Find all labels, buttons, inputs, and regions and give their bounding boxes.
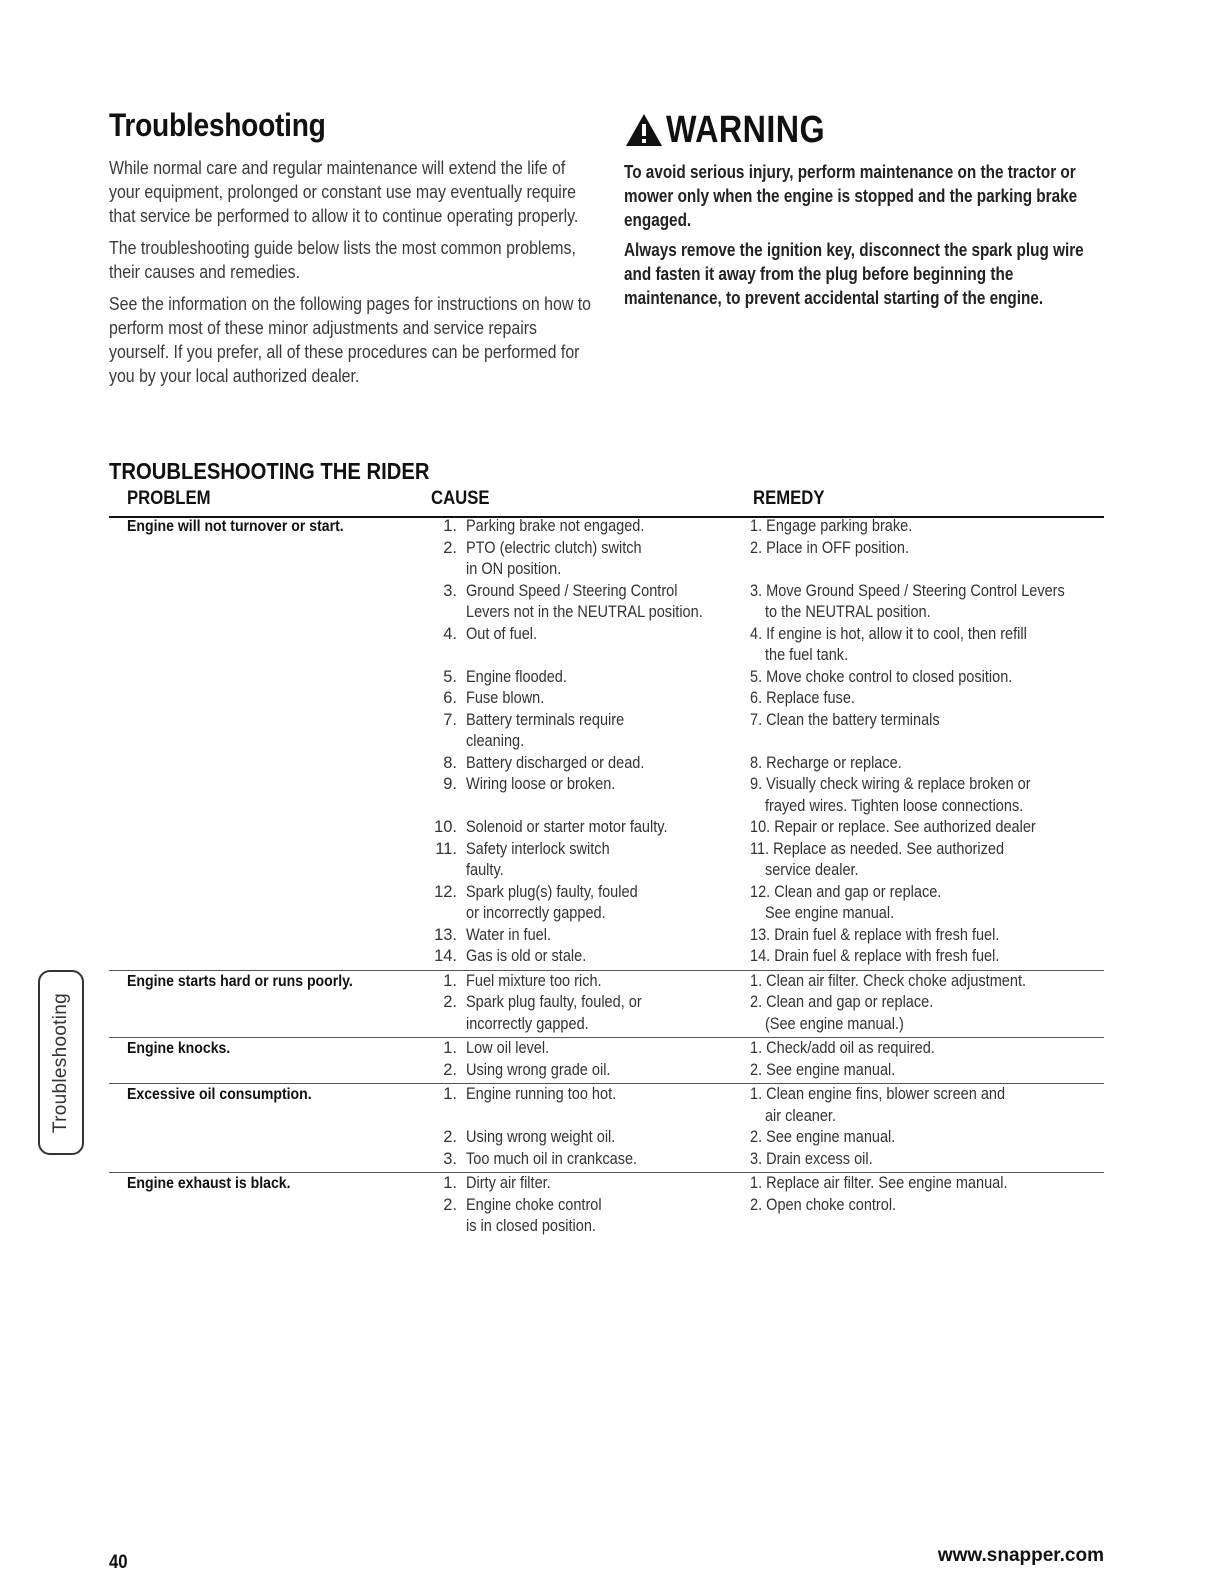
cause-line: in ON position. [466,560,562,578]
cause-line: Fuse blown. [466,689,545,707]
remedy-cell [750,774,1102,817]
problem-label: Excessive oil consumption. [127,1086,312,1103]
remedy-cell [750,1173,1102,1195]
cause-number: 8. [443,753,457,772]
remedy-cell [750,624,1102,667]
cause-cell [466,882,721,925]
side-tab-label: Troubleshooting [50,992,71,1133]
problem-group [109,516,1104,971]
cause-cell [466,1060,721,1082]
table-row [109,946,1104,968]
table-row [109,971,1104,993]
table-row [109,774,1104,817]
cause-line: Engine running too hot. [466,1085,617,1103]
remedy-cell [750,946,1102,968]
cause-number: 1. [443,517,457,535]
remedy-line: 4. If engine is hot, allow it to cool, then refill [750,624,1027,643]
remedy-line: 2. See engine manual. [750,1128,896,1146]
cause-line: is in closed position. [466,1217,596,1235]
cause-number: 1. [443,1174,457,1192]
cause-number: 6. [443,689,457,707]
cause-line: Spark plug(s) faulty, fouled [466,882,638,901]
remedy-line: 1. Clean air filter. Check choke adjustment. [750,971,1027,990]
remedy-line: service dealer. [764,861,859,879]
cause-line: Engine choke control [466,1195,602,1214]
table-row [109,1060,1104,1082]
remedy-line: 3. Move Ground Speed / Steering Control Levers [750,581,1065,600]
cause-number: 2. [443,1195,457,1214]
cause-cell [466,667,721,689]
cause-cell [466,710,721,753]
cause-line: Wiring loose or broken. [466,775,616,793]
cause-number: 12. [434,882,457,901]
remedy-line: 2. See engine manual. [750,1060,896,1079]
cause-line: Water in fuel. [466,925,552,944]
table-row [109,839,1104,882]
intro-section [109,106,599,396]
table-row [109,624,1104,667]
intro-paragraph: While normal care and regular maintenance will extend the life of your equipment, prolonged or constant use may eventually require that service be performed to allow it to continue operating properly. [109,157,579,226]
remedy-line: 12. Clean and gap or replace. [750,882,942,901]
remedy-cell [750,581,1102,624]
cause-cell [466,516,721,538]
remedy-line: 2. Open choke control. [750,1195,897,1214]
table-row [109,1195,1104,1238]
cause-cell [466,1149,721,1171]
intro-paragraph: The troubleshooting guide below lists the most common problems, their causes and remedies. [109,237,576,282]
cause-line: PTO (electric clutch) switch [466,538,642,557]
cause-number: 11. [435,839,457,858]
remedy-cell [750,516,1102,538]
remedy-line: 1. Replace air filter. See engine manual. [750,1174,1008,1192]
remedy-line: (See engine manual.) [764,1014,904,1033]
cause-number: 14. [434,947,457,965]
cause-number: 5. [443,667,457,686]
remedy-line: 6. Replace fuse. [750,689,855,707]
table-row [109,925,1104,947]
cause-line: Solenoid or starter motor faulty. [466,818,668,836]
remedy-cell [750,688,1102,710]
cause-number: 13. [434,925,457,944]
problem-group [109,1084,1104,1173]
problem-group [109,1173,1104,1240]
remedy-line: 14. Drain fuel & replace with fresh fuel. [750,947,1000,965]
cause-number: 2. [443,1128,457,1146]
table-row [109,992,1104,1035]
remedy-cell [750,1195,1102,1217]
table-row [109,1149,1104,1171]
cause-line: Ground Speed / Steering Control [466,581,678,600]
cause-cell [466,538,721,581]
cause-line: Too much oil in crankcase. [466,1149,638,1168]
warning-paragraph: Always remove the ignition key, disconnect the spark plug wire and fasten it away from the plug before beginning the maintenance, to prevent accidental starting of the engine. [624,240,1084,308]
problem-group [109,1038,1104,1084]
warning-section [624,108,1094,316]
cause-cell [466,753,721,775]
table-row [109,817,1104,839]
remedy-cell [750,667,1102,689]
website-url: www.snapper.com [937,1545,1104,1566]
remedy-cell [750,839,1102,882]
table-header [0,488,1224,514]
problem-label: Engine starts hard or runs poorly. [127,972,353,990]
cause-cell [466,1195,721,1238]
cause-line: Out of fuel. [466,624,538,643]
cause-cell [466,817,721,839]
table-row [109,667,1104,689]
cause-line: Low oil level. [466,1039,550,1057]
cause-line: Levers not in the NEUTRAL position. [466,603,703,621]
troubleshooting-table [0,516,1224,1240]
cause-number: 9. [443,775,457,793]
remedy-cell [750,538,1102,560]
cause-line: Using wrong grade oil. [466,1060,611,1079]
cause-number: 1. [443,1039,457,1057]
remedy-cell [750,992,1102,1035]
cause-cell [466,1038,721,1060]
remedy-cell [750,1038,1102,1060]
cause-cell [466,1127,721,1149]
warning-title: WARNING [666,108,826,151]
cause-line: Parking brake not engaged. [466,517,645,535]
remedy-cell [750,882,1102,925]
cause-number: 1. [443,971,457,990]
cause-line: Safety interlock switch [466,839,610,858]
remedy-cell [750,971,1102,993]
remedy-cell [750,753,1102,775]
cause-column-header: CAUSE [431,488,490,509]
page-number: 40 [109,1552,128,1573]
remedy-line: 9. Visually check wiring & replace broken or [750,775,1031,793]
remedy-line: 13. Drain fuel & replace with fresh fuel. [750,925,1000,944]
cause-number: 3. [443,1149,457,1168]
remedy-cell [750,710,1102,732]
cause-line: Using wrong weight oil. [466,1128,616,1146]
side-tab [38,970,84,1155]
intro-paragraph: See the information on the following pages for instructions on how to perform most of these minor adjustments and service repairs yourself. If you prefer, all of these procedures can be performed for you by your local authorized dealer. [109,293,592,386]
table-row [109,516,1104,538]
cause-line: Battery discharged or dead. [466,753,645,772]
remedy-cell [750,1060,1102,1082]
remedy-line: 7. Clean the battery terminals [750,710,940,729]
cause-number: 2. [443,993,457,1011]
remedy-line: See engine manual. [764,904,895,922]
remedy-line: air cleaner. [764,1106,836,1125]
remedy-line: 1. Clean engine fins, blower screen and [750,1085,1006,1103]
cause-cell [466,1084,721,1106]
table-row [109,538,1104,581]
table-row [109,882,1104,925]
table-row [109,1173,1104,1195]
cause-line: Spark plug faulty, fouled, or [466,993,642,1011]
cause-cell [466,581,721,624]
cause-number: 2. [443,1060,457,1079]
cause-line: Engine flooded. [466,667,567,686]
table-row [109,688,1104,710]
cause-number: 4. [443,624,457,643]
cause-cell [466,992,721,1035]
problem-label: Engine knocks. [127,1040,231,1057]
cause-line: incorrectly gapped. [466,1014,589,1033]
remedy-cell [750,817,1102,839]
table-row [109,581,1104,624]
cause-line: cleaning. [466,732,525,750]
remedy-line: 5. Move choke control to closed position. [750,667,1013,686]
cause-cell [466,688,721,710]
remedy-cell [750,925,1102,947]
warning-paragraph: To avoid serious injury, perform maintenance on the tractor or mower only when the engine is stopped and the parking brake engaged. [624,162,1078,230]
remedy-line: 2. Place in OFF position. [750,538,909,557]
cause-cell [466,971,721,993]
cause-cell [466,774,721,796]
cause-line: Battery terminals require [466,710,625,729]
problem-label: Engine will not turnover or start. [127,518,344,535]
cause-cell [466,624,721,646]
section-title: TROUBLESHOOTING THE RIDER [109,458,430,484]
table-row [109,753,1104,775]
remedy-line: to the NEUTRAL position. [764,603,931,621]
table-row [109,1127,1104,1149]
problem-column-header: PROBLEM [127,488,211,509]
cause-number: 3. [443,581,457,600]
cause-line: faulty. [466,861,504,879]
remedy-line: frayed wires. Tighten loose connections. [764,796,1024,815]
remedy-line: the fuel tank. [764,646,849,664]
remedy-line: 2. Clean and gap or replace. [750,993,934,1011]
remedy-cell [750,1084,1102,1127]
remedy-line: 3. Drain excess oil. [750,1149,873,1168]
cause-cell [466,1173,721,1195]
remedy-line: 8. Recharge or replace. [750,753,902,772]
remedy-line: 1. Engage parking brake. [750,517,913,535]
problem-label: Engine exhaust is black. [127,1175,291,1192]
warning-heading [624,108,1094,152]
problem-group [109,971,1104,1039]
table-row [109,710,1104,753]
cause-number: 7. [443,710,457,729]
warning-triangle-icon [624,112,664,148]
cause-cell [466,839,721,882]
cause-number: 10. [434,818,457,836]
cause-line: Dirty air filter. [466,1174,551,1192]
cause-number: 1. [443,1085,457,1103]
cause-line: Fuel mixture too rich. [466,971,602,990]
remedy-column-header: REMEDY [753,488,825,509]
page-title: Troubleshooting [109,107,326,143]
cause-line: Gas is old or stale. [466,947,587,965]
remedy-line: 11. Replace as needed. See authorized [750,839,1005,858]
cause-cell [466,925,721,947]
cause-line: or incorrectly gapped. [466,904,606,922]
remedy-line: 10. Repair or replace. See authorized dealer [750,818,1036,836]
remedy-line: 1. Check/add oil as required. [750,1039,935,1057]
remedy-cell [750,1127,1102,1149]
table-row [109,1038,1104,1060]
cause-number: 2. [443,538,457,557]
table-row [109,1084,1104,1127]
remedy-cell [750,1149,1102,1171]
cause-cell [466,946,721,968]
